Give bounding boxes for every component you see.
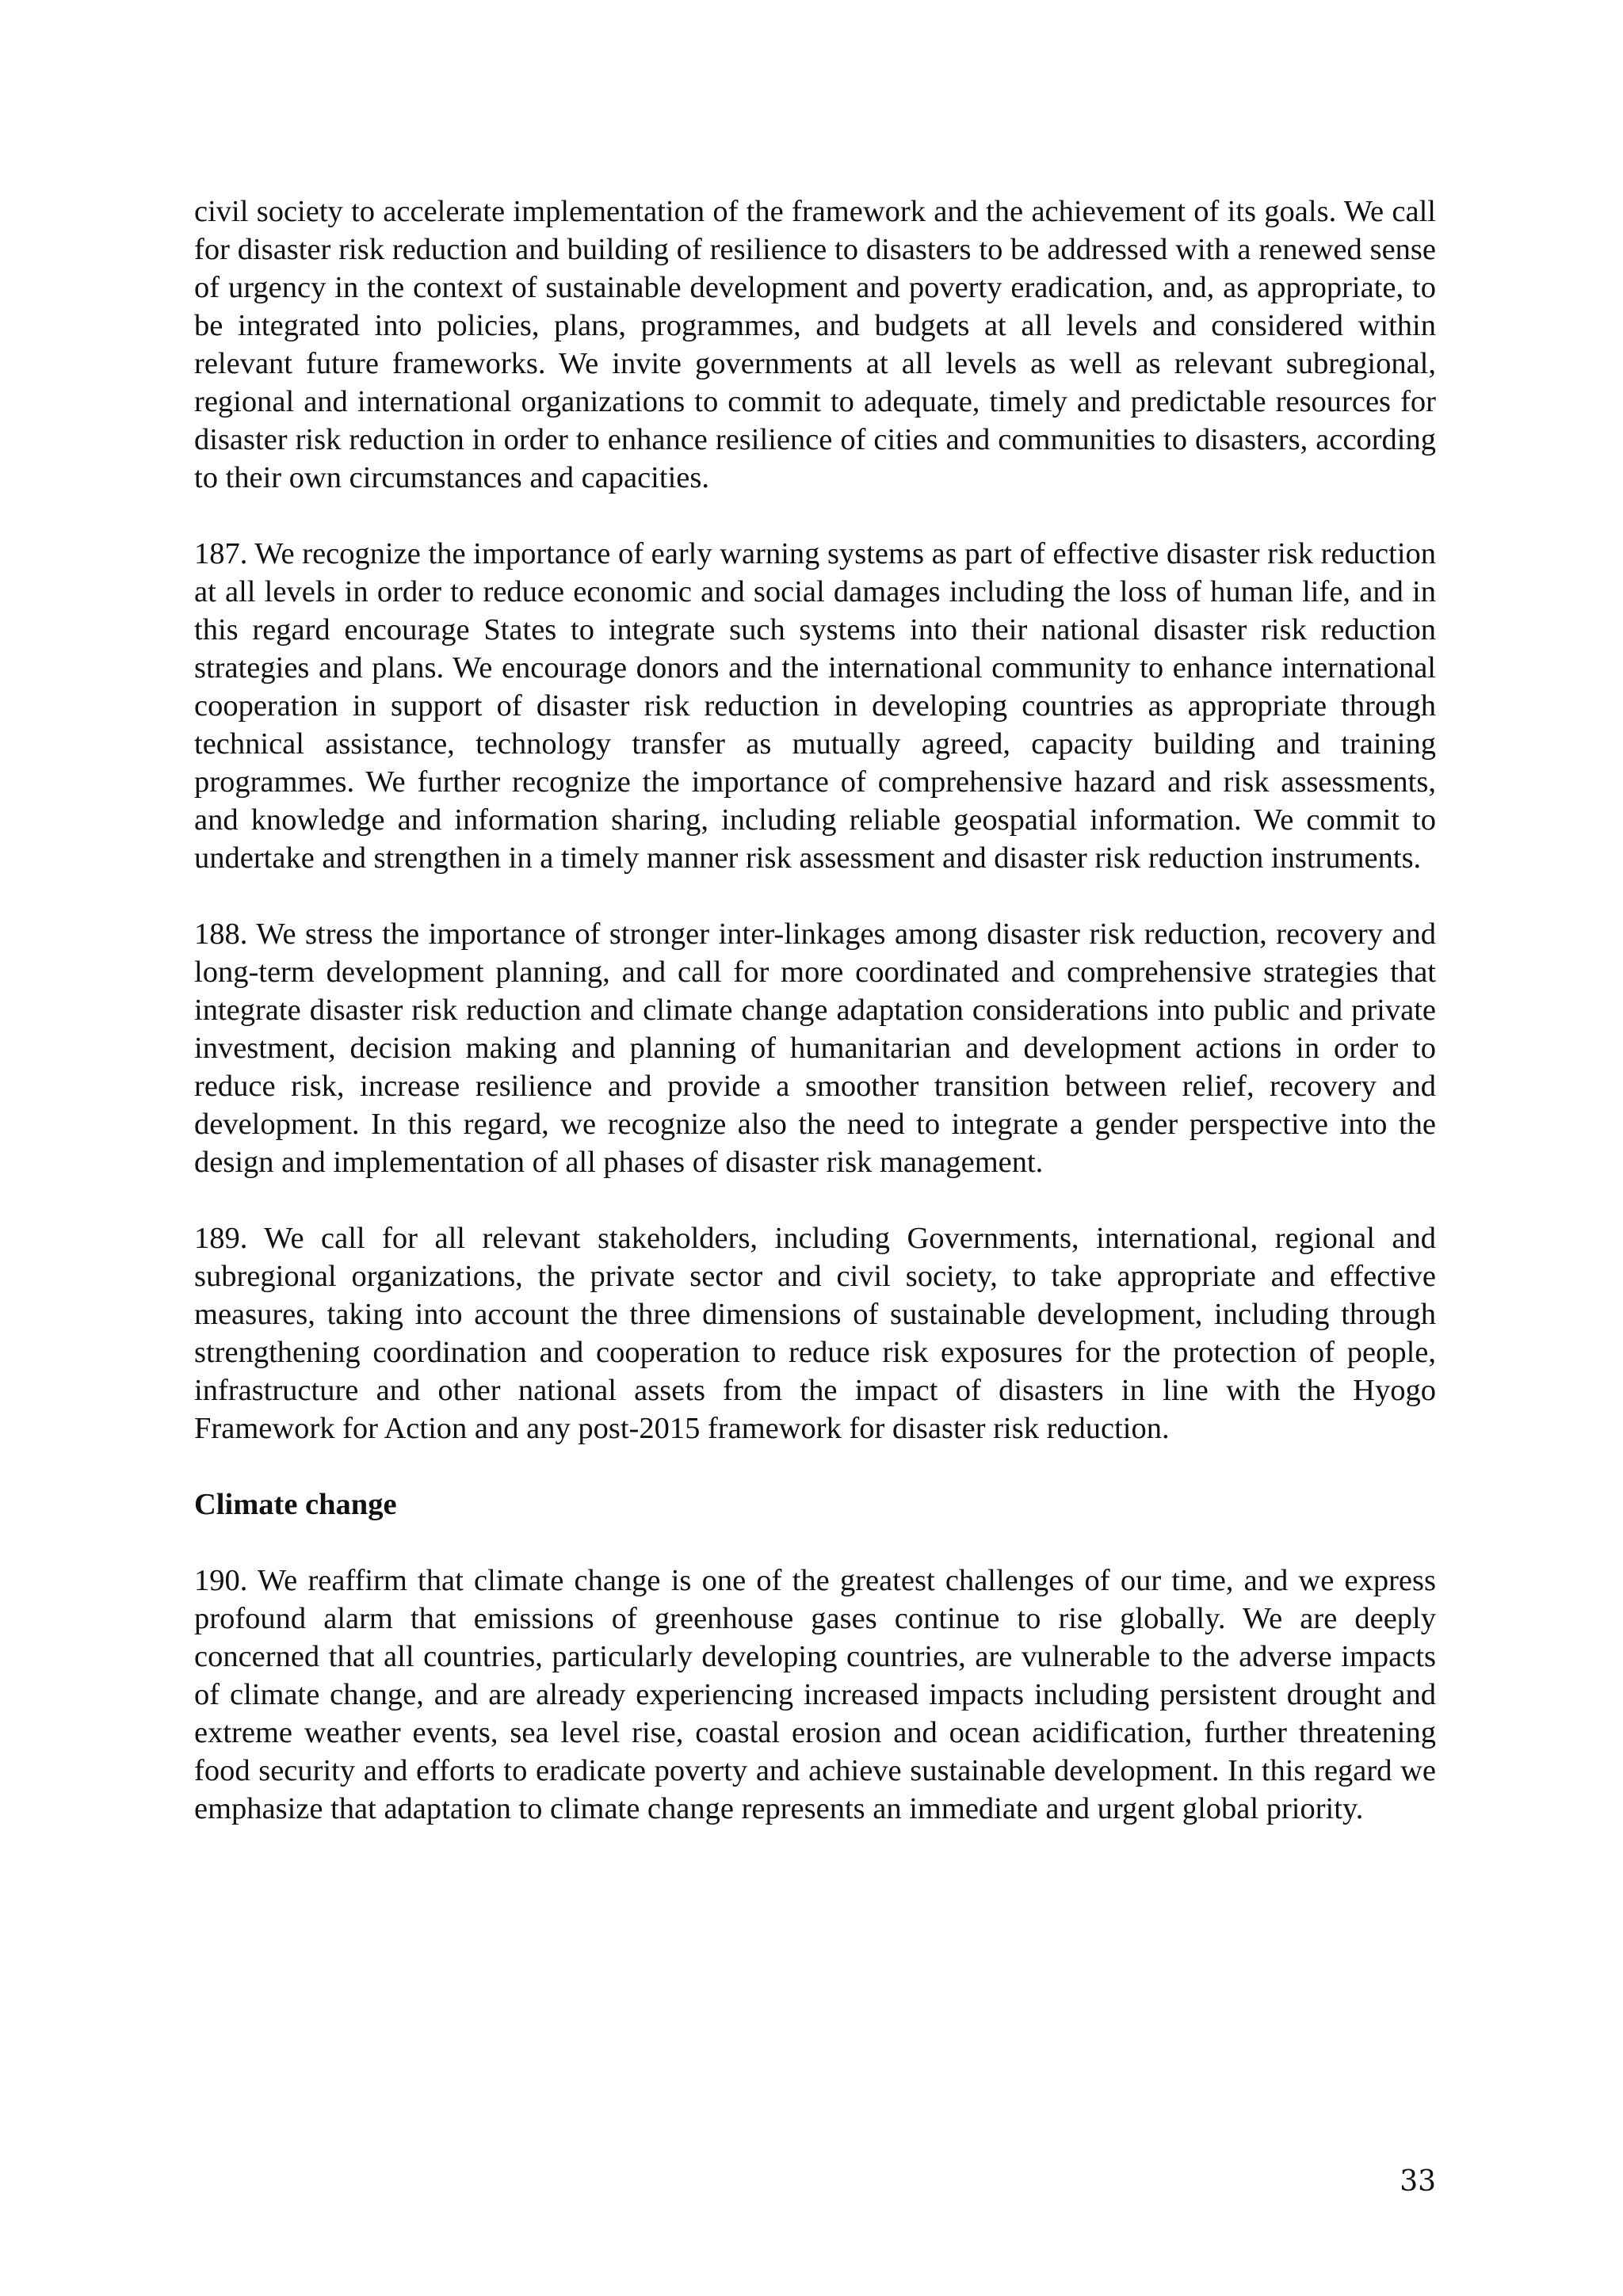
paragraph-190: 190. We reaffirm that climate change is one of the greatest challenges of our time, and we express profound alarm that emissions of greenhouse gases continue to rise globally. We are deeply concerned that all countries, particularly developing countries, are vulnerable to the adverse impacts of climate change, and are already experiencing increased impacts including persistent drought and extreme weather events, sea level rise, coastal erosion and ocean acidification, further threatening food security and efforts to eradicate poverty and achieve sustainable development. In this regard we emphasize that adaptation to climate change represents an immediate and urgent global priority. [194, 1564, 1436, 1825]
paragraph-187: 187. We recognize the importance of early warning systems as part of effective disaster risk reduction at all levels in order to reduce economic and social damages including the loss of human life, and in this regard encourage States to integrate such systems into their national disaster risk reduction strategies and plans. We encourage donors and the international community to enhance international cooperation in support of disaster risk reduction in developing countries as appropriate through technical assistance, technology transfer as mutually agreed, capacity building and training programmes. We further recognize the importance of comprehensive hazard and risk assessments, and knowledge and information sharing, including reliable geospatial information. We commit to undertake and strengthen in a timely manner risk assessment and disaster risk reduction instruments. [194, 537, 1437, 875]
paragraph-189: 189. We call for all relevant stakeholders, including Governments, international, regional and subregional organizations, the private sector and civil society, to take appropriate and effective measures, taking into account the three dimensions of sustainable development, including through strengthening coordination and cooperation to reduce risk exposures for the protection of people, infrastructure and other national assets from the impact of disasters in line with the Hyogo Framework for Action and any post-2015 framework for disaster risk reduction. [194, 1222, 1436, 1445]
paragraph-188: 188. We stress the importance of stronger inter-linkages among disaster risk reduction, recovery and long-term development planning, and call for more coordinated and comprehensive strategies that integrate disaster risk reduction and climate change adaptation considerations into public and private investment, decision making and planning of humanitarian and development actions in order to reduce risk, increase resilience and provide a smoother transition between relief, recovery and development. In this regard, we recognize also the need to integrate a gender perspective into the design and implementation of all phases of disaster risk management. [194, 917, 1436, 1179]
paragraph-continued: civil society to accelerate implementation of the framework and the achievement of its goals. We call for disaster risk reduction and building of resilience to disasters to be addressed with a renewed sense of urgency in the context of sustainable development and poverty eradication, and, as appropriate, to be integrated into policies, plans, programmes, and budgets at all levels and considered within relevant future frameworks. We invite governments at all levels as well as relevant subregional, regional and international organizations to commit to adequate, timely and predictable resources for disaster risk reduction in order to enhance resilience of cities and communities to disasters, according to their own circumstances and capacities. [194, 195, 1436, 494]
page-body [194, 193, 1436, 1866]
section-heading-climate-change: Climate change [194, 1488, 397, 1521]
page-number: 33 [1400, 2165, 1436, 2198]
